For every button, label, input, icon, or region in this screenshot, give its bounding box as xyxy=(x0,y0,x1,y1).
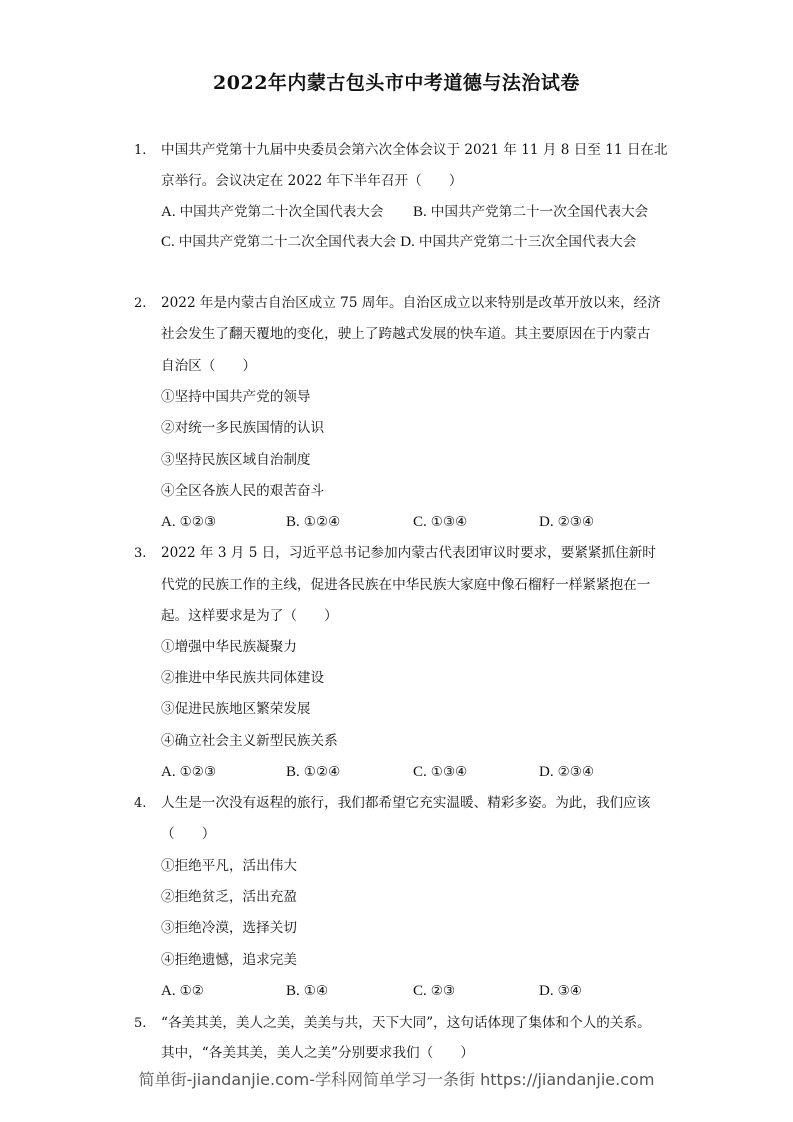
option-label: D. xyxy=(539,764,554,780)
option-label: A. xyxy=(161,204,176,220)
document-title: 2022年内蒙古包头市中考道德与法治试卷 xyxy=(213,72,580,94)
statement-item: ①拒绝平凡，活出伟大 xyxy=(161,858,297,874)
question-number: 4. xyxy=(134,796,147,811)
question-stem-line: 代党的民族工作的主线，促进各民族在中华民族大家庭中像石榴籽一样紧紧抱在一 xyxy=(161,577,651,593)
statement-item: ④全区各族人民的艰苦奋斗 xyxy=(161,483,325,499)
option-label: D. xyxy=(400,234,415,250)
option-text: ①③④ xyxy=(430,764,468,780)
option-label: D. xyxy=(539,514,554,530)
option-label: C. xyxy=(161,234,175,250)
option-text: 中国共产党第二十次全国代表大会 xyxy=(179,204,384,220)
option-text: 中国共产党第二十二次全国代表大会 xyxy=(178,234,397,250)
statement-item: ②拒绝贫乏，活出充盈 xyxy=(161,889,297,905)
statement-item: ②对统一多民族国情的认识 xyxy=(161,420,325,436)
statement-item: ③促进民族地区繁荣发展 xyxy=(161,701,311,717)
option-label: A. xyxy=(161,983,176,999)
question-number: 1. xyxy=(134,143,147,158)
option-text: ①②③ xyxy=(179,514,217,530)
question-stem-line: 社会发生了翻天覆地的变化，驶上了跨越式发展的快车道。其主要原因在于内蒙古 xyxy=(161,326,651,342)
statement-item: ④确立社会主义新型民族关系 xyxy=(161,733,338,749)
option-label: B. xyxy=(286,514,300,530)
option-c[interactable] xyxy=(413,757,467,788)
statement-item: ①增强中华民族凝聚力 xyxy=(161,639,297,655)
option-a[interactable] xyxy=(161,757,216,788)
question-stem-line: “各美其美，美人之美，美美与共，天下大同”，这句话体现了集体和个人的关系。 xyxy=(161,1015,651,1031)
question-stem-line: （ ） xyxy=(161,826,216,842)
question-stem-line: 2022 年是内蒙古自治区成立 75 周年。自治区成立以来特别是改革开放以来，经济 xyxy=(161,295,661,311)
option-label: C. xyxy=(413,983,427,999)
question-number: 2. xyxy=(134,296,147,311)
statement-item: ④拒绝遗憾，追求完美 xyxy=(161,952,297,968)
option-a[interactable] xyxy=(161,197,384,228)
option-d[interactable] xyxy=(539,976,582,1007)
question-stem-line: 2022 年 3 月 5 日，习近平总书记参加内蒙古代表团审议时要求，要紧紧抓住新时 xyxy=(161,545,656,561)
option-label: B. xyxy=(413,204,427,220)
option-b[interactable] xyxy=(413,197,648,228)
option-label: C. xyxy=(413,514,427,530)
question-stem-line: 人生是一次没有返程的旅行，我们都希望它充实温暖、精彩多姿。为此，我们应该 xyxy=(161,795,651,811)
question-stem-line: 自治区（ ） xyxy=(161,358,257,374)
option-label: A. xyxy=(161,764,176,780)
question-stem-line: 中国共产党第十九届中央委员会第六次全体会议于 2021 年 11 月 8 日至 11 日在北 xyxy=(161,142,668,158)
option-c[interactable] xyxy=(161,234,396,250)
option-text: 中国共产党第二十三次全国代表大会 xyxy=(418,234,637,250)
option-text: ①②④ xyxy=(303,514,341,530)
option-text: 中国共产党第二十一次全国代表大会 xyxy=(430,204,649,220)
statement-item: ①坚持中国共产党的领导 xyxy=(161,389,311,405)
option-b[interactable] xyxy=(286,757,340,788)
question-number: 5. xyxy=(134,1016,147,1031)
option-b[interactable] xyxy=(286,507,340,538)
question-stem-line: 京举行。会议决定在 2022 年下半年召开（ ） xyxy=(161,173,463,189)
option-text: ①③④ xyxy=(430,514,468,530)
option-c[interactable] xyxy=(413,976,455,1007)
option-label: B. xyxy=(286,983,300,999)
option-text: ③④ xyxy=(557,983,582,999)
option-text: ①②④ xyxy=(303,764,341,780)
option-text: ②③④ xyxy=(557,764,595,780)
statement-item: ③坚持民族区域自治制度 xyxy=(161,452,311,468)
option-d[interactable] xyxy=(539,507,594,538)
option-d[interactable] xyxy=(400,234,636,250)
watermark-footer: 简单街-jiandanjie.com-学科网简单学习一条街 https://jiandanjie.com xyxy=(138,1070,655,1089)
option-text: ②③④ xyxy=(557,514,595,530)
option-d[interactable] xyxy=(539,757,594,788)
statement-item: ③拒绝冷漠，选择关切 xyxy=(161,920,297,936)
option-text: ①②③ xyxy=(179,764,217,780)
question-number: 3. xyxy=(134,546,147,561)
statement-item: ②推进中华民族共同体建设 xyxy=(161,670,325,686)
options-cd xyxy=(161,227,653,258)
option-label: B. xyxy=(286,764,300,780)
option-text: ②③ xyxy=(430,983,456,999)
option-text: ①② xyxy=(179,983,204,999)
option-a[interactable] xyxy=(161,976,204,1007)
question-stem-line: 其中，“各美其美，美人之美”分别要求我们（ ） xyxy=(161,1045,474,1061)
option-b[interactable] xyxy=(286,976,328,1007)
option-c[interactable] xyxy=(413,507,467,538)
option-a[interactable] xyxy=(161,507,216,538)
option-label: C. xyxy=(413,764,427,780)
option-label: A. xyxy=(161,514,176,530)
option-label: D. xyxy=(539,983,554,999)
question-stem-line: 起。这样要求是为了（ ） xyxy=(161,608,338,624)
option-text: ①④ xyxy=(303,983,329,999)
